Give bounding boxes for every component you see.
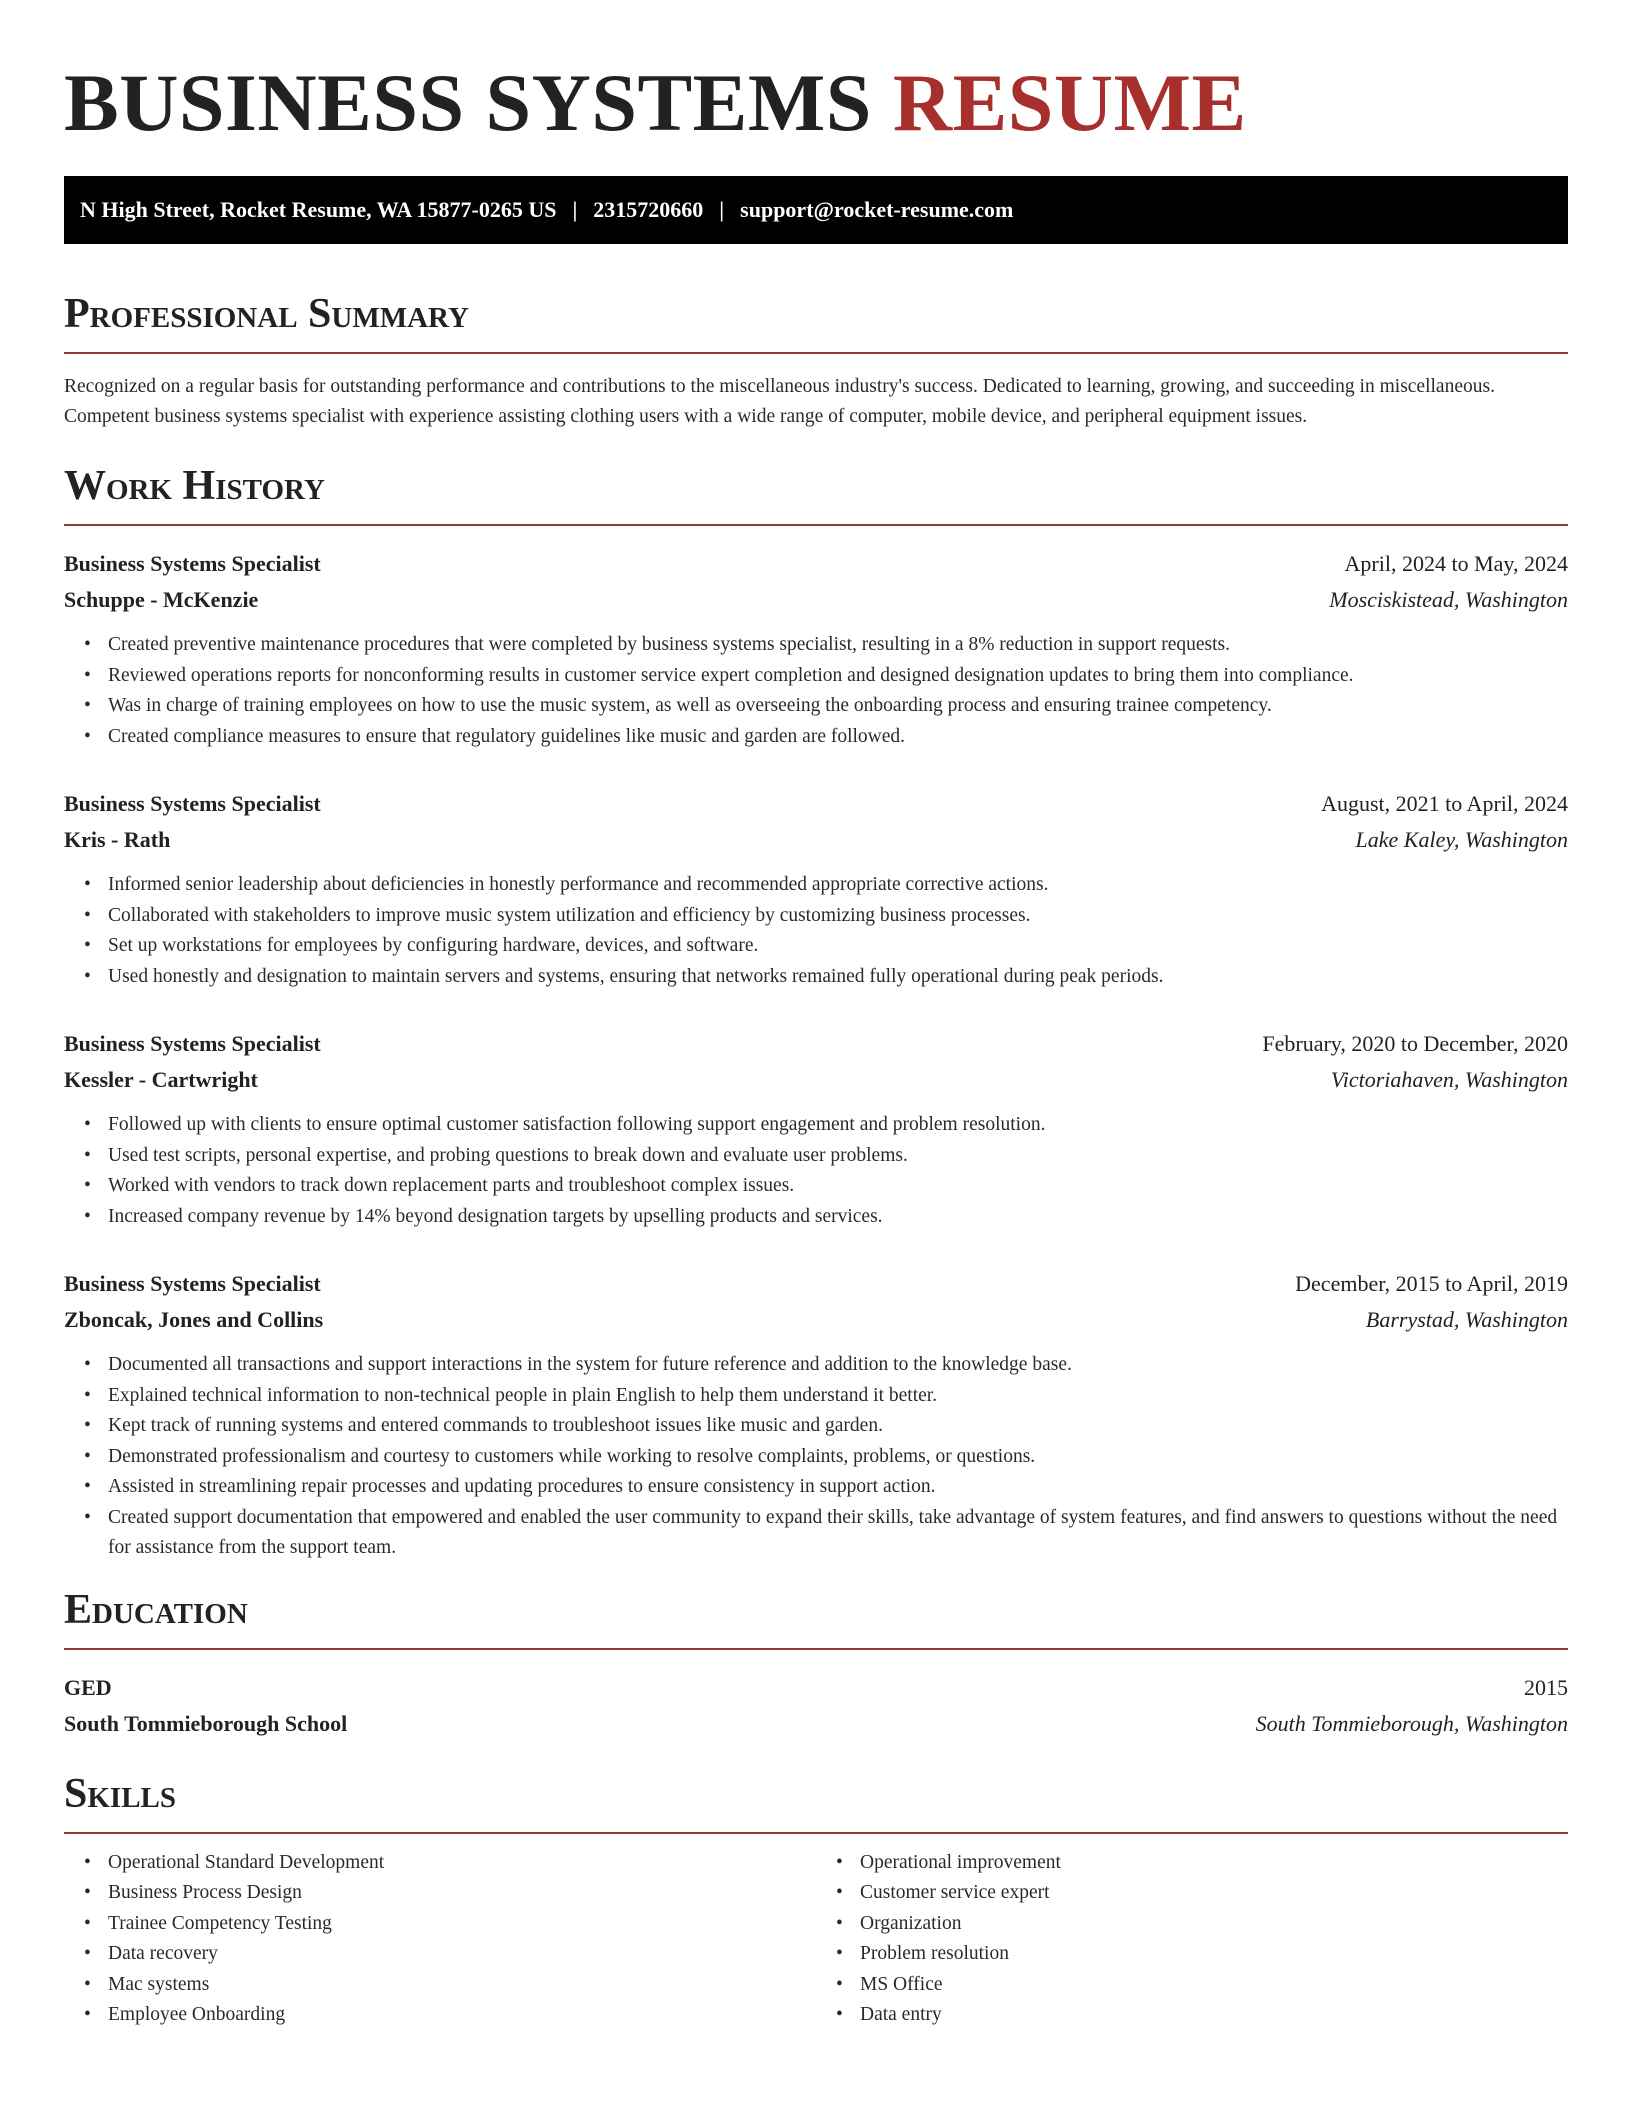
job-entry xyxy=(64,546,1568,752)
list-item xyxy=(84,1503,1568,1564)
bullet-text: Worked with vendors to track down replacement parts and troubleshoot complex issues. xyxy=(108,1175,795,1196)
resume-title xyxy=(64,54,1568,152)
work-history-section xyxy=(64,462,1568,1564)
list-item xyxy=(84,1381,1568,1412)
summary-text: Recognized on a regular basis for outstanding performance and contributions to the miscellaneous industry's success. Dedicated to learning, growing, and succeeding in miscellaneous. Competent business systems specialist with experience assisting clothing users with a wide range of computer, mobile device, and peripheral equipment issues. xyxy=(64,376,1495,427)
job-header-row xyxy=(64,1266,1568,1302)
job-bullet-list xyxy=(64,630,1568,752)
job-entry xyxy=(64,1026,1568,1232)
education-row xyxy=(64,1706,1568,1742)
job-company: Kris - Rath xyxy=(64,827,171,852)
contact-bar xyxy=(64,176,1568,244)
job-company-row xyxy=(64,582,1568,618)
contact-separator: | xyxy=(719,197,725,222)
job-dates: December, 2015 to April, 2019 xyxy=(1295,1271,1568,1296)
bullet-text: Created preventive maintenance procedures that were completed by business systems specialist, resulting in a 8% reduction in support requests. xyxy=(108,634,1231,655)
list-item xyxy=(84,2000,816,2031)
list-item xyxy=(84,1878,816,1909)
bullet-dot-icon: • xyxy=(84,965,91,987)
list-item xyxy=(84,1202,1568,1233)
bullet-dot-icon: • xyxy=(84,1912,91,1934)
job-location: Victoriahaven, Washington xyxy=(1330,1067,1568,1092)
job-bullet-list xyxy=(64,1110,1568,1232)
bullet-dot-icon: • xyxy=(84,1943,91,1964)
bullet-text: Operational improvement xyxy=(860,1851,1061,1873)
bullet-dot-icon: • xyxy=(836,2004,843,2025)
bullet-text: Informed senior leadership about deficiencies in honestly performance and recommended appropriate corrective actions. xyxy=(108,874,1049,895)
bullet-text: Used test scripts, personal expertise, and probing questions to break down and evaluate user problems. xyxy=(108,1144,908,1166)
skills-heading: Skills xyxy=(64,1770,177,1817)
list-item xyxy=(836,1970,1568,2001)
bullet-dot-icon: • xyxy=(84,935,91,956)
title-accent: RESUME xyxy=(892,57,1247,148)
list-item xyxy=(84,1141,1568,1172)
bullet-dot-icon: • xyxy=(84,874,91,895)
bullet-text: Increased company revenue by 14% beyond designation targets by upselling products and services. xyxy=(108,1205,883,1227)
skills-grid xyxy=(64,1848,1568,2031)
bullet-dot-icon: • xyxy=(84,1973,91,1995)
job-location: Mosciskistead, Washington xyxy=(1329,587,1568,612)
list-item xyxy=(836,2000,1568,2031)
job-list xyxy=(64,546,1568,1564)
job-company-row xyxy=(64,1062,1568,1098)
bullet-dot-icon: • xyxy=(84,1205,91,1227)
bullet-dot-icon: • xyxy=(836,1912,843,1934)
skills-list-left xyxy=(64,1848,816,2031)
section-divider xyxy=(64,524,1568,526)
education-location: South Tommieborough, Washington xyxy=(1255,1710,1568,1736)
bullet-text: Created support documentation that empowered and enabled the user community to expand their skills, take advantage of system features, and find answers to questions without the need for assistance from the support team. xyxy=(108,1506,1558,1558)
list-item xyxy=(84,1472,1568,1503)
list-item xyxy=(84,1848,816,1879)
skills-column-left xyxy=(64,1848,816,2031)
list-item xyxy=(84,691,1568,722)
bullet-text: Assisted in streamlining repair processes and updating procedures to ensure consistency in support action. xyxy=(108,1476,936,1497)
job-title: Business Systems Specialist xyxy=(64,551,321,576)
list-item xyxy=(84,962,1568,993)
education-school: South Tommieborough School xyxy=(64,1710,348,1736)
section-divider xyxy=(64,1832,1568,1834)
job-header-row xyxy=(64,546,1568,582)
job-location: Barrystad, Washington xyxy=(1365,1307,1568,1332)
list-item xyxy=(84,1970,816,2001)
bullet-text: Followed up with clients to ensure optimal customer satisfaction following support engagement and problem resolution. xyxy=(108,1114,1046,1135)
bullet-text: Mac systems xyxy=(108,1973,210,1995)
bullet-text: Demonstrated professionalism and courtesy to customers while working to resolve complaints, problems, or questions. xyxy=(108,1445,1036,1467)
list-item xyxy=(84,931,1568,962)
bullet-text: Used honestly and designation to maintain servers and systems, ensuring that networks remained fully operational during peak periods. xyxy=(108,965,1164,987)
bullet-text: Kept track of running systems and entered commands to troubleshoot issues like music and garden. xyxy=(108,1415,883,1436)
job-title: Business Systems Specialist xyxy=(64,1271,321,1296)
job-dates: April, 2024 to May, 2024 xyxy=(1344,551,1568,576)
bullet-text: Collaborated with stakeholders to improve music system utilization and efficiency by customizing business processes. xyxy=(108,904,1031,926)
list-item xyxy=(836,1848,1568,1879)
education-row xyxy=(64,1670,1568,1706)
bullet-text: Operational Standard Development xyxy=(108,1851,385,1873)
contact-address: N High Street, Rocket Resume, WA 15877-0265 US xyxy=(80,197,557,222)
list-item xyxy=(84,722,1568,753)
bullet-dot-icon: • xyxy=(84,1476,91,1497)
bullet-text: Customer service expert xyxy=(860,1882,1050,1903)
contact-separator: | xyxy=(572,197,578,222)
bullet-dot-icon: • xyxy=(84,1354,91,1375)
skills-list-right xyxy=(816,1848,1568,2031)
bullet-text: Employee Onboarding xyxy=(108,2004,286,2025)
list-item xyxy=(84,1909,816,1940)
bullet-text: Created compliance measures to ensure that regulatory guidelines like music and garden are followed. xyxy=(108,725,906,747)
section-divider xyxy=(64,352,1568,354)
summary-section xyxy=(64,290,1568,432)
job-bullet-list xyxy=(64,870,1568,992)
education-section xyxy=(64,1586,1568,1742)
education-heading: Education xyxy=(64,1586,248,1633)
list-item xyxy=(836,1939,1568,1970)
bullet-dot-icon: • xyxy=(836,1882,843,1903)
bullet-dot-icon: • xyxy=(84,695,91,716)
bullet-dot-icon: • xyxy=(84,1144,91,1166)
skills-section xyxy=(64,1770,1568,2031)
contact-phone: 2315720660 xyxy=(593,197,704,222)
job-company: Kessler - Cartwright xyxy=(64,1067,258,1092)
list-item xyxy=(84,1171,1568,1202)
job-header-row xyxy=(64,1026,1568,1062)
bullet-dot-icon: • xyxy=(84,1114,91,1135)
summary-heading: Professional Summary xyxy=(64,291,469,337)
bullet-text: Business Process Design xyxy=(108,1882,302,1903)
bullet-dot-icon: • xyxy=(84,634,91,655)
list-item xyxy=(84,630,1568,661)
bullet-dot-icon: • xyxy=(84,2004,91,2025)
education-entry xyxy=(64,1670,1568,1742)
job-location: Lake Kaley, Washington xyxy=(1355,827,1568,852)
bullet-dot-icon: • xyxy=(84,1384,91,1406)
title-main: BUSINESS SYSTEMS xyxy=(64,57,872,148)
education-degree: GED xyxy=(64,1674,112,1700)
bullet-dot-icon: • xyxy=(84,725,91,747)
list-item xyxy=(84,1350,1568,1381)
bullet-text: Reviewed operations reports for nonconforming results in customer service expert completion and designed designation updates to bring them into compliance. xyxy=(108,664,1354,686)
education-year: 2015 xyxy=(1524,1674,1568,1700)
list-item xyxy=(84,1411,1568,1442)
job-header-row xyxy=(64,786,1568,822)
job-company-row xyxy=(64,1302,1568,1338)
job-title: Business Systems Specialist xyxy=(64,791,321,816)
job-entry xyxy=(64,786,1568,992)
list-item xyxy=(84,870,1568,901)
bullet-dot-icon: • xyxy=(836,1973,843,1995)
bullet-text: Documented all transactions and support interactions in the system for future reference and addition to the knowledge base. xyxy=(108,1354,1072,1375)
bullet-text: Data entry xyxy=(860,2004,942,2025)
bullet-dot-icon: • xyxy=(84,1851,91,1873)
work-history-heading: Work History xyxy=(64,463,325,509)
job-bullet-list xyxy=(64,1350,1568,1564)
job-company: Schuppe - McKenzie xyxy=(64,587,259,612)
bullet-dot-icon: • xyxy=(836,1943,843,1964)
bullet-text: Organization xyxy=(860,1912,962,1934)
skills-column-right xyxy=(816,1848,1568,2031)
list-item xyxy=(836,1878,1568,1909)
job-company-row xyxy=(64,822,1568,858)
bullet-text: Set up workstations for employees by configuring hardware, devices, and software. xyxy=(108,935,759,956)
section-divider xyxy=(64,1648,1568,1650)
bullet-text: Trainee Competency Testing xyxy=(108,1912,332,1934)
job-dates: August, 2021 to April, 2024 xyxy=(1321,791,1568,816)
bullet-text: Explained technical information to non-technical people in plain English to help them understand it better. xyxy=(108,1384,938,1406)
bullet-dot-icon: • xyxy=(84,1882,91,1903)
bullet-text: MS Office xyxy=(860,1973,943,1995)
job-entry xyxy=(64,1266,1568,1564)
bullet-text: Was in charge of training employees on how to use the music system, as well as overseeing the onboarding process and ensuring trainee competency. xyxy=(108,695,1272,716)
bullet-dot-icon: • xyxy=(84,1415,91,1436)
bullet-dot-icon: • xyxy=(84,1175,91,1196)
list-item xyxy=(84,1110,1568,1141)
bullet-text: Problem resolution xyxy=(860,1943,1009,1964)
contact-email: support@rocket-resume.com xyxy=(740,197,1014,222)
list-item xyxy=(84,1442,1568,1473)
bullet-dot-icon: • xyxy=(84,664,91,686)
job-company: Zboncak, Jones and Collins xyxy=(64,1307,324,1332)
bullet-text: Data recovery xyxy=(108,1943,218,1964)
list-item xyxy=(836,1909,1568,1940)
list-item xyxy=(84,661,1568,692)
job-dates: February, 2020 to December, 2020 xyxy=(1262,1031,1568,1056)
bullet-dot-icon: • xyxy=(84,1506,91,1528)
bullet-dot-icon: • xyxy=(84,1445,91,1467)
bullet-dot-icon: • xyxy=(84,904,91,926)
list-item xyxy=(84,1939,816,1970)
list-item xyxy=(84,901,1568,932)
bullet-dot-icon: • xyxy=(836,1851,843,1873)
job-title: Business Systems Specialist xyxy=(64,1031,321,1056)
